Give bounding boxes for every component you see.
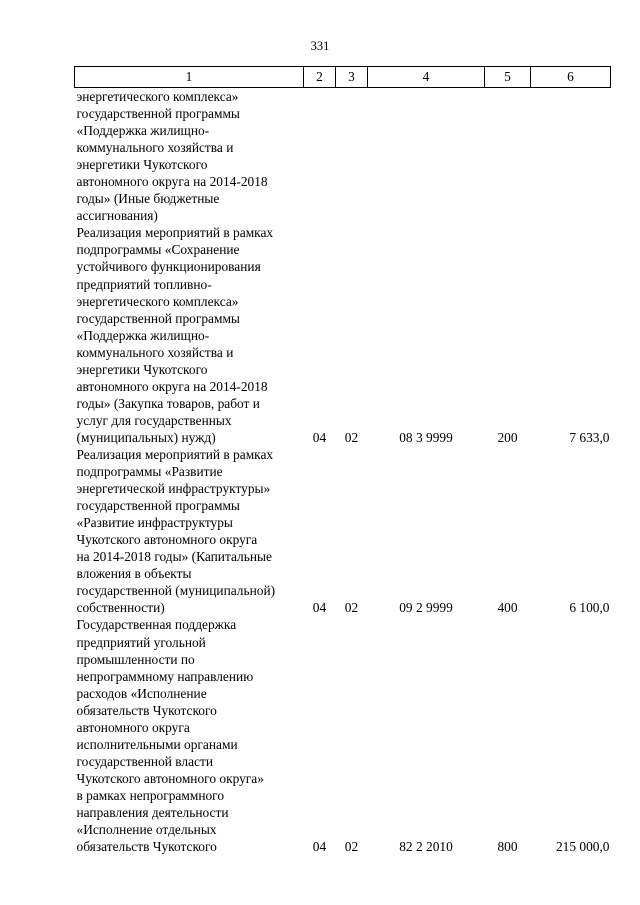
table-row <box>75 446 611 616</box>
row-target-code <box>368 88 485 225</box>
row-description: энергетического комплекса» государственной программы «Поддержка жилищно- коммунального хозяйства и энергетики Чукотского автономного округа на 2014-2018 годы» (Иные бюджетные ассигнования) <box>76 89 268 224</box>
column-header-1: 1 <box>75 67 304 88</box>
row-target-code: 08 3 9999 <box>399 429 453 445</box>
row-subsection: 02 <box>344 600 359 616</box>
column-header-3: 3 <box>336 67 368 88</box>
row-description: Реализация мероприятий в рамках подпрограммы «Развитие энергетической инфраструктуры» государственной программы «Развитие инфраструктуры Чукотского автономного округа на 2014-2018 годы» (Капитальные вложения в объекты государственной (муниципальной) собственности) <box>76 446 276 616</box>
row-expense-type: 800 <box>497 839 518 855</box>
column-header-6: 6 <box>531 67 611 88</box>
table-row <box>75 88 611 225</box>
row-expense-type: 400 <box>497 600 518 616</box>
column-header-2: 2 <box>304 67 336 88</box>
row-expense-type <box>485 88 531 225</box>
column-header-4: 4 <box>368 67 485 88</box>
row-target-code: 09 2 9999 <box>399 600 453 616</box>
row-section: 04 <box>312 600 327 616</box>
budget-table <box>74 66 611 855</box>
table-header-row <box>75 67 611 88</box>
row-section <box>304 88 336 225</box>
page-number: 331 <box>310 39 330 53</box>
column-header-5: 5 <box>485 67 531 88</box>
row-amount: 215 000,0 <box>555 839 610 855</box>
row-amount <box>531 88 611 225</box>
row-expense-type: 200 <box>497 429 518 445</box>
row-subsection: 02 <box>344 839 359 855</box>
row-amount: 7 633,0 <box>569 429 610 445</box>
table-row <box>75 224 611 446</box>
row-description: Реализация мероприятий в рамках подпрограммы «Сохранение устойчивого функционирования предприятий топливно- энергетического комплекса» государственной программы «Поддержка жилищно- коммунального хозяйства и энергетики Чукотского автономного округа на 2014-2018 годы» (Закупка товаров, работ и услуг для государственных (муниципальных) нужд) <box>76 225 274 445</box>
table-row <box>75 616 611 855</box>
row-amount: 6 100,0 <box>569 600 610 616</box>
row-target-code: 82 2 2010 <box>399 839 453 855</box>
row-section: 04 <box>312 839 327 855</box>
row-section: 04 <box>312 429 327 445</box>
row-subsection <box>336 88 368 225</box>
row-description: Государственная поддержка предприятий угольной промышленности по непрограммному направлению расходов «Исполнение обязательств Чукотского автономного округа исполнительными органами государственной власти Чукотского автономного округа» в рамках непрограммного направления деятельности «Исполнение отдельных обязательств Чукотского <box>76 617 264 855</box>
row-subsection: 02 <box>344 429 359 445</box>
